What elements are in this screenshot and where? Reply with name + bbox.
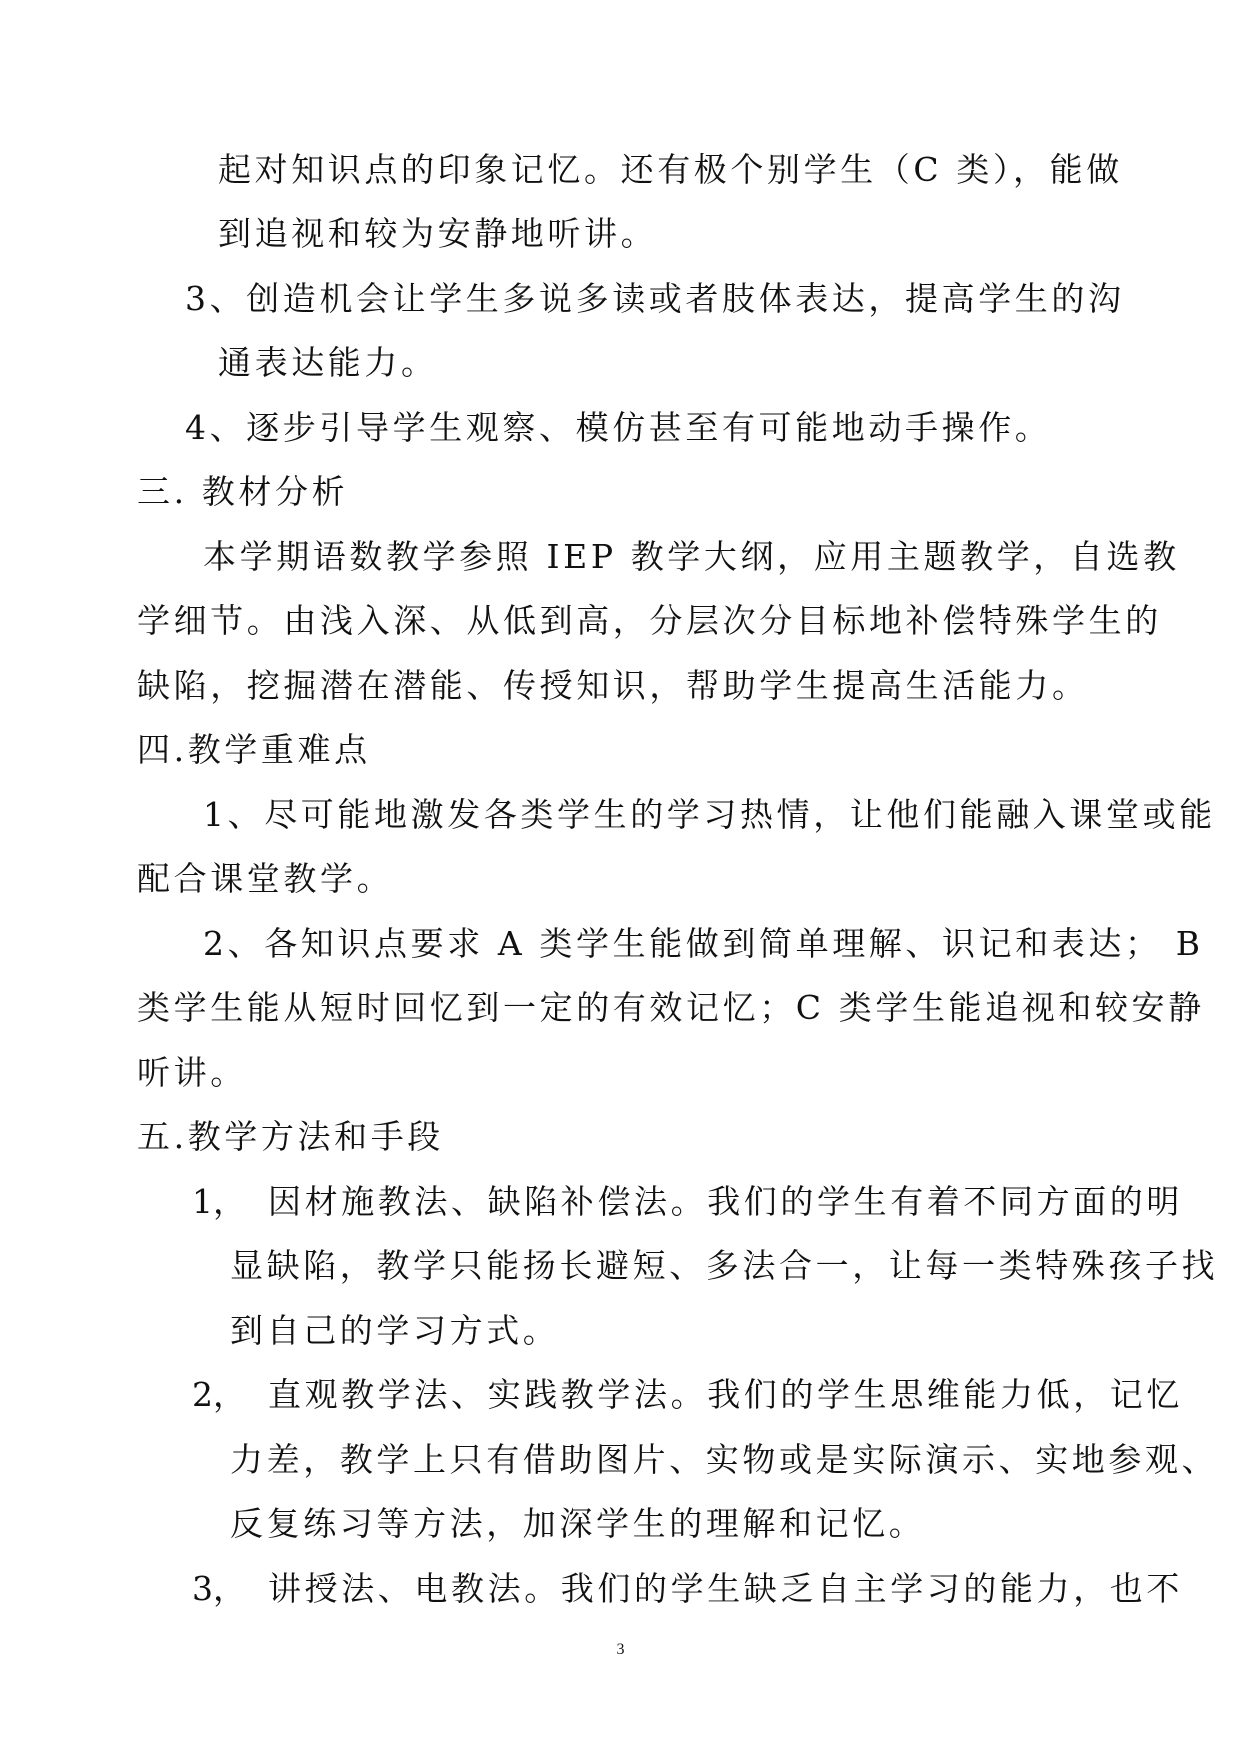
paragraph-line: 1、尽可能地激发各类学生的学习热情，让他们能融入课堂或能 [203,795,1216,834]
paragraph-line: 显缺陷，教学只能扬长避短、多法合一，让每一类特殊孩子找 [230,1246,1219,1285]
section-heading-3: 三. 教材分析 [137,472,349,511]
list-item-3: 3、创造机会让学生多说多读或者肢体表达，提高学生的沟 [185,279,1125,318]
paragraph-line: 本学期语数教学参照 IEP 教学大纲，应用主题教学，自选教 [203,537,1180,576]
list-number-1: 1， [192,1182,246,1221]
section-heading-5: 五.教学方法和手段 [137,1117,444,1156]
paragraph-line: 直观教学法、实践教学法。我们的学生思维能力低，记忆 [268,1375,1183,1414]
paragraph-line: 听讲。 [137,1053,247,1092]
paragraph-line: 缺陷，挖掘潜在潜能、传授知识，帮助学生提高生活能力。 [137,666,1089,705]
paragraph-line: 起对知识点的印象记忆。还有极个别学生（C 类），能做 [218,150,1123,189]
paragraph-line: 类学生能从短时回忆到一定的有效记忆；C 类学生能追视和较安静 [137,988,1205,1027]
paragraph-line: 到自己的学习方式。 [230,1311,560,1350]
paragraph-line: 讲授法、电教法。我们的学生缺乏自主学习的能力，也不 [268,1569,1183,1608]
paragraph-line: 反复练习等方法，加深学生的理解和记忆。 [230,1504,926,1543]
list-number-2: 2， [192,1375,246,1414]
paragraph-line: 力差，教学上只有借助图片、实物或是实际演示、实地参观、 [230,1440,1219,1479]
section-heading-4: 四.教学重难点 [137,730,371,769]
list-number-3: 3， [192,1569,246,1608]
paragraph-line: 2、各知识点要求 A 类学生能做到简单理解、识记和表达； B [203,924,1204,963]
paragraph-line: 通表达能力。 [218,343,438,382]
page-number: 3 [616,1641,625,1658]
paragraph-line: 学细节。由浅入深、从低到高，分层次分目标地补偿特殊学生的 [137,601,1162,640]
paragraph-line: 到追视和较为安静地听讲。 [218,214,658,253]
paragraph-line: 因材施教法、缺陷补偿法。我们的学生有着不同方面的明 [268,1182,1183,1221]
list-item-4: 4、逐步引导学生观察、模仿甚至有可能地动手操作。 [185,408,1052,447]
paragraph-line: 配合课堂教学。 [137,859,394,898]
